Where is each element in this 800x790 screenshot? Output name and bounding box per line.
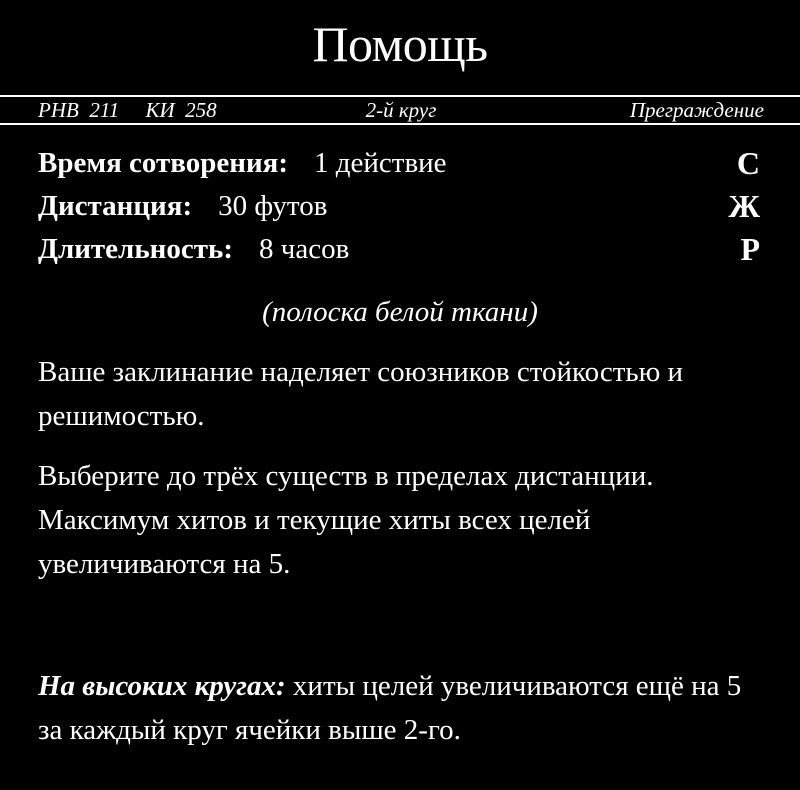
range-row [38, 185, 760, 228]
divider-bottom [0, 123, 800, 125]
higher-levels-text: хиты целей увеличиваются ещё на 5 за каждый круг ячейки выше 2-го. [38, 670, 742, 746]
range-label: Дистанция: [38, 190, 193, 222]
spell-meta-row [38, 97, 764, 121]
duration-label: Длительность: [38, 233, 233, 265]
spell-level: 2-й круг [365, 98, 437, 122]
casting-time-row [38, 142, 760, 185]
source-xge: КИ 258 [145, 98, 217, 122]
source-phb: РНВ 211 [38, 98, 120, 122]
component-somatic: Ж [728, 188, 760, 224]
component-material: Р [740, 231, 760, 267]
higher-levels-label: На высоких кругах: [38, 670, 286, 702]
component-verbal: С [736, 145, 760, 181]
description-paragraph: Ваше заклинание наделяет союзников стойкостью и решимостью. [38, 356, 684, 432]
duration-value: 8 часов [258, 233, 350, 265]
casting-time-label: Время сотворения: [38, 147, 288, 179]
duration-row [38, 228, 760, 271]
spell-school: Преграждение [629, 98, 764, 122]
higher-levels [38, 664, 770, 752]
description-paragraph: Выберите до трёх существ в пределах дистанции. Максимум хитов и текущие хиты всех целей увеличиваются на 5. [38, 460, 654, 580]
material-component: (полоска белой ткани) [262, 296, 538, 328]
casting-time-value: 1 действие [314, 147, 447, 179]
range-value: 30 футов [218, 190, 328, 222]
spell-title: Помощь [312, 16, 488, 72]
spell-stats [38, 142, 760, 271]
